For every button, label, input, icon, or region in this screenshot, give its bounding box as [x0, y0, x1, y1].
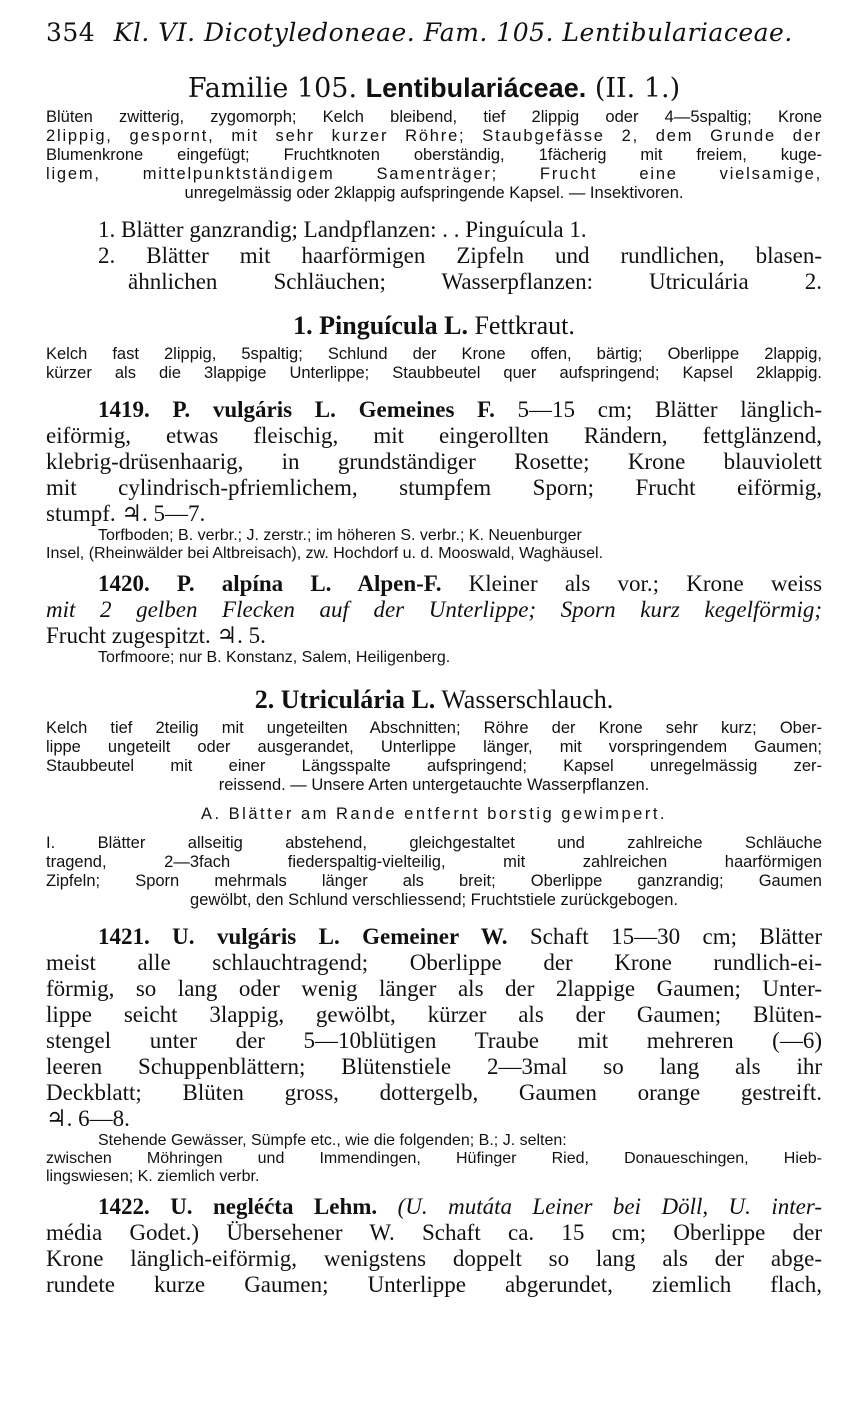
species-line: ♃. 6—8.: [46, 1106, 130, 1131]
species-line: stengel unter der 5—10blütigen Traube mit mehreren (—6): [46, 1028, 822, 1053]
species-line: eiförmig, etwas fleischig, mit eingerollten Rändern, fettglänzend,: [46, 423, 822, 448]
page: [46, 18, 822, 1298]
page-number: 354: [46, 18, 96, 47]
text-line: Zipfeln; Sporn mehrmals länger als breit; Oberlippe ganzrandig; Gaumen: [46, 872, 822, 890]
genus-common-name: Wasserschlauch.: [441, 685, 614, 714]
species-text: (U. mutáta Leiner bei Döll, U. inter-: [397, 1194, 823, 1219]
key-line: 1. Blätter ganzrandig; Landpflanzen: . . Pinguícula 1.: [98, 217, 587, 242]
species-line: [46, 571, 822, 597]
text-line: Staubbeutel mit einer Längsspalte aufspringend; Kapsel unregelmässig zer-: [46, 757, 822, 775]
species-line: Krone länglich-eiförmig, wenigstens doppelt so lang als der abge-: [46, 1246, 822, 1271]
species-1420: [46, 571, 822, 667]
species-1422: [46, 1194, 822, 1298]
locality-line: lingswiesen; K. ziemlich verbr.: [46, 1168, 260, 1185]
species-line: Deckblatt; Blüten gross, dottergelb, Gaumen orange gestreift.: [46, 1080, 822, 1105]
species-line: Frucht zugespitzt. ♃. 5.: [46, 623, 266, 648]
locality-line: Stehende Gewässer, Sümpfe etc., wie die folgenden; B.; J. selten:: [98, 1132, 567, 1149]
species-line: [46, 924, 822, 950]
species-line: mit 2 gelben Flecken auf der Unterlippe; Sporn kurz kegelförmig;: [46, 597, 822, 622]
text-line: unregelmässig oder 2klappig aufspringende Kapsel. — Insektivoren.: [184, 184, 684, 202]
genus-description: [46, 345, 822, 383]
genus-name: 2. Utriculária L.: [254, 685, 436, 714]
text-line: Kelch tief 2teilig mit ungeteilten Abschnitten; Röhre der Krone sehr kurz; Ober-: [46, 719, 822, 737]
text-line: Blüten zwitterig, zygomorph; Kelch bleibend, tief 2lippig oder 4—5spaltig; Krone: [46, 108, 822, 126]
species-text: 5—15 cm; Blätter länglich-: [517, 397, 823, 422]
locality-line: Torfmoore; nur B. Konstanz, Salem, Heiligenberg.: [98, 649, 451, 666]
key-line: ähnlichen Schläuchen; Wasserpflanzen: Utriculária 2.: [128, 269, 822, 294]
genus-title-utricularia: [46, 685, 822, 715]
species-text: Schaft 15—30 cm; Blätter: [529, 924, 823, 949]
locality-line: zwischen Möhringen und Immendingen, Hüfinger Ried, Donaueschingen, Hieb-: [46, 1150, 822, 1167]
genus-name: 1. Pinguícula L.: [293, 311, 468, 340]
genus-common-name: Fettkraut.: [474, 311, 575, 340]
species-line: [46, 1194, 822, 1220]
text-line: lippe ungeteilt oder ausgerandet, Unterlippe länger, mit vorspringendem Gaumen;: [46, 738, 822, 756]
family-name: Lentibulariáceae.: [365, 73, 587, 103]
text-line: kürzer als die 3lappige Unterlippe; Staubbeutel quer aufspringend; Kapsel 2klappig.: [46, 364, 822, 382]
genus-description: [46, 719, 822, 795]
species-line: lippe seicht 3lappig, gewölbt, kürzer als der Gaumen; Blüten-: [46, 1002, 822, 1027]
locality-line: Torfboden; B. verbr.; J. zerstr.; im höheren S. verbr.; K. Neuenburger: [98, 527, 582, 544]
species-line: klebrig-drüsenhaarig, in grundständiger Rosette; Krone blauviolett: [46, 449, 822, 474]
text-line: gewölbt, den Schlund verschliessend; Fruchtstiele zurückgebogen.: [190, 891, 678, 909]
species-line: meist alle schlauchtragend; Oberlippe der Krone rundlich-ei-: [46, 950, 822, 975]
text-line: Kelch fast 2lippig, 5spaltig; Schlund der Krone offen, bärtig; Oberlippe 2lappig,: [46, 345, 822, 363]
species-line: rundete kurze Gaumen; Unterlippe abgerundet, ziemlich flach,: [46, 1272, 822, 1297]
species-head: 1422. U. negléćta Lehm.: [98, 1194, 378, 1219]
species-line: förmig, so lang oder wenig länger als der 2lappige Gaumen; Unter-: [46, 976, 822, 1001]
species-head: 1419. P. vulgáris L. Gemeines F.: [98, 397, 495, 422]
species-line: mit cylindrisch-pfriemlichem, stumpfem Sporn; Frucht eiförmig,: [46, 475, 822, 500]
family-title: [46, 73, 822, 104]
text-line: ligem, mittelpunktständigem Samenträger; Frucht eine vielsamige,: [46, 165, 822, 183]
subgroup-key: [46, 834, 822, 910]
species-line: stumpf. ♃. 5—7.: [46, 501, 206, 526]
species-1419: [46, 397, 822, 563]
species-1421: [46, 924, 822, 1186]
text-line: reissend. — Unsere Arten untergetauchte Wasserpflanzen.: [218, 776, 650, 794]
key-line: 2. Blätter mit haarförmigen Zipfeln und rundlichen, blasen-: [98, 243, 822, 268]
text-line: tragend, 2—3fach fiederspaltig-vielteilig, mit zahlreichen haarförmigen: [46, 853, 822, 871]
species-line: [46, 397, 822, 423]
text-line: 2lippig, gespornt, mit sehr kurzer Röhre; Staubgefässe 2, dem Grunde der: [46, 127, 822, 145]
species-text: Kleiner als vor.; Krone weiss: [468, 571, 823, 596]
text-line: Blumenkrone eingefügt; Fruchtknoten oberständig, 1fächerig mit freiem, kuge-: [46, 146, 822, 164]
locality-line: Insel, (Rheinwälder bei Altbreisach), zw. Hochdorf u. d. Mooswald, Waghäusel.: [46, 545, 604, 562]
running-header: [46, 18, 822, 47]
species-head: 1421. U. vulgáris L. Gemeiner W.: [98, 924, 508, 949]
text-line: I. Blätter allseitig abstehend, gleichgestaltet und zahlreiche Schläuche: [46, 834, 822, 852]
species-line: leeren Schuppenblättern; Blütenstiele 2—3mal so lang als ihr: [46, 1054, 822, 1079]
species-line: média Godet.) Übersehener W. Schaft ca. 15 cm; Oberlippe der: [46, 1220, 822, 1245]
genus-title-pinguicula: [46, 311, 822, 341]
genus-key: [46, 217, 822, 295]
family-suffix: (II. 1.): [594, 73, 681, 104]
family-prefix: Familie 105.: [187, 73, 358, 104]
subgroup-heading: A. Blätter am Rande entfernt borstig gewimpert.: [201, 805, 667, 823]
running-title: Kl. VI. Dicotyledoneae. Fam. 105. Lentibulariaceae.: [113, 18, 793, 47]
species-head: 1420. P. alpína L. Alpen-F.: [98, 571, 442, 596]
family-description: [46, 108, 822, 203]
